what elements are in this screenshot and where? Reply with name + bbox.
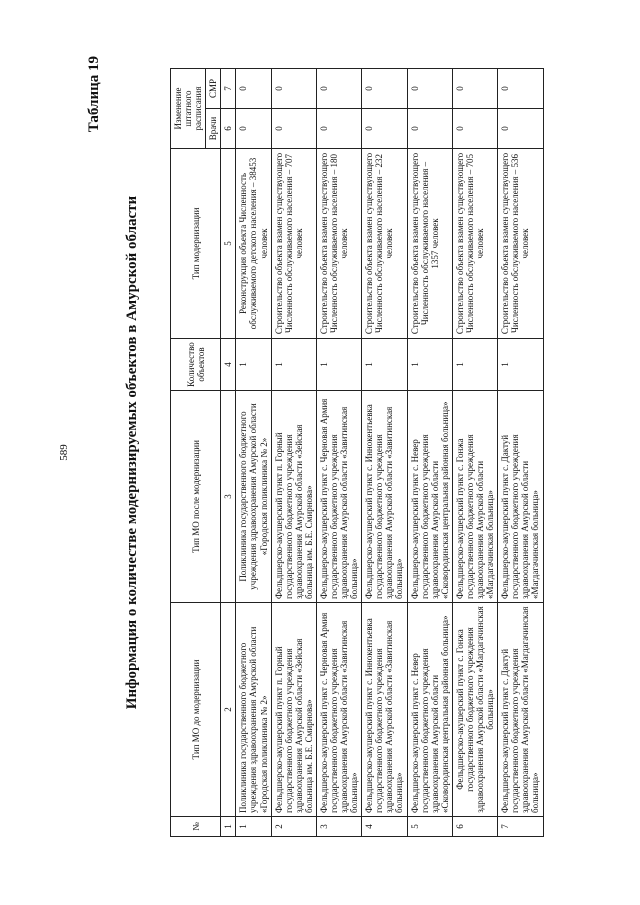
- row-mo-after: Фельдшерско-акушерский пункт п. Горный государственного бюджетного учреждения здравоохранения Амурской области «Зейская больница им. Б.Е. Смирнова»: [271, 391, 316, 603]
- table-row: [362, 68, 407, 836]
- header-num: №: [171, 817, 221, 837]
- row-mo-after: Фельдшерско-акушерский пункт с. Черновая Армия государственного бюджетного учреждения здравоохранения Амурской области «Завитинская больница»: [316, 391, 361, 603]
- row-smr: 0: [236, 68, 271, 108]
- row-doctors: 0: [316, 109, 361, 149]
- row-smr: 0: [271, 68, 316, 108]
- column-number: 6: [221, 109, 236, 149]
- row-doctors: 0: [362, 109, 407, 149]
- row-doctors: 0: [271, 109, 316, 149]
- row-modernization-type: Строительство объекта взамен существующего Численность обслуживаемого населения – 180 человек: [316, 149, 361, 339]
- row-count: 1: [498, 339, 543, 391]
- header-count: Количество объектов: [171, 339, 221, 391]
- row-modernization-type: Строительство объекта взамен существующего Численность обслуживаемого населения – 707 человек: [271, 149, 316, 339]
- column-number: 4: [221, 339, 236, 391]
- header-mo-before: Тип МО до модернизации: [171, 603, 221, 817]
- row-mo-before: Фельдшерско-акушерский пункт с. Иннокентьевка государственного бюджетного учреждения здравоохранения Амурской области «Завитинская больница»: [362, 603, 407, 817]
- row-count: 1: [316, 339, 361, 391]
- row-modernization-type: Строительство объекта взамен существующего Численность обслуживаемого населения – 536 человек: [498, 149, 543, 339]
- row-mo-before: Фельдшерско-акушерский пункт с. Дактуй государственного бюджетного учреждения здравоохранения Амурской области «Магдагачинская больница»: [498, 603, 543, 817]
- column-number: 7: [221, 68, 236, 108]
- column-number: 3: [221, 391, 236, 603]
- row-num: 4: [362, 817, 407, 837]
- row-modernization-type: Реконструкция объекта Численность обслуживаемого детского населения – 38453 человек: [236, 149, 271, 339]
- table-row: [452, 68, 497, 836]
- row-smr: 0: [498, 68, 543, 108]
- row-mo-before: Фельдшерско-акушерский пункт с. Невер государственного бюджетного учреждения здравоохранения Амурской области «Сковородинская центральная районная больница»: [407, 603, 452, 817]
- table-header-row: [171, 68, 206, 836]
- header-staff-change: Изменение штатного расписания: [171, 68, 206, 148]
- row-mo-before: Поликлиника государственного бюджетного учреждения здравоохранения Амурской области «Городская поликлиника № 2»: [236, 603, 271, 817]
- row-smr: 0: [316, 68, 361, 108]
- row-mo-before: Фельдшерско-акушерский пункт с. Гонжа государственного бюджетного учреждения здравоохранения Амурской области «Магдагачинская больница»: [452, 603, 497, 817]
- row-modernization-type: Строительство объекта взамен существующего Численность обслуживаемого населения – 232 человек: [362, 149, 407, 339]
- row-mo-before: Фельдшерско-акушерский пункт п. Горный государственного бюджетного учреждения здравоохранения Амурской области «Зейская больница им. Б.Е. Смирнова»: [271, 603, 316, 817]
- row-count: 1: [236, 339, 271, 391]
- page-number: 589: [58, 444, 70, 461]
- row-num: 7: [498, 817, 543, 837]
- document-title: Информация о количестве модернизируемых объектов в Амурской области: [124, 195, 140, 710]
- row-count: 1: [271, 339, 316, 391]
- row-doctors: 0: [236, 109, 271, 149]
- row-mo-after: Фельдшерско-акушерский пункт с. Гонжа государственного бюджетного учреждения здравоохранения Амурской области «Магдагачинская больница»: [452, 391, 497, 603]
- row-mo-after: Поликлиника государственного бюджетного учреждения здравоохранения Амурской области «Городская поликлиника № 2»: [236, 391, 271, 603]
- column-number: 5: [221, 149, 236, 339]
- header-modernization: Тип модернизации: [171, 149, 221, 339]
- row-num: 5: [407, 817, 452, 837]
- row-mo-after: Фельдшерско-акушерский пункт с. Невер государственного бюджетного учреждения здравоохранения Амурской области «Сковородинская центральная районная больница»: [407, 391, 452, 603]
- row-num: 3: [316, 817, 361, 837]
- row-modernization-type: Строительство объекта взамен существующего Численность обслуживаемого населения – 1357 человек: [407, 149, 452, 339]
- row-mo-after: Фельдшерско-акушерский пункт с. Иннокентьевка государственного бюджетного учреждения здравоохранения Амурской области «Завитинская больница»: [362, 391, 407, 603]
- row-num: 2: [271, 817, 316, 837]
- row-smr: 0: [452, 68, 497, 108]
- column-number: 2: [221, 603, 236, 817]
- table-row: [407, 68, 452, 836]
- objects-table: [170, 68, 544, 837]
- header-smr: СМР: [206, 68, 221, 108]
- row-doctors: 0: [407, 109, 452, 149]
- row-num: 6: [452, 817, 497, 837]
- row-num: 1: [236, 817, 271, 837]
- row-count: 1: [407, 339, 452, 391]
- table-row: [316, 68, 361, 836]
- row-doctors: 0: [498, 109, 543, 149]
- row-mo-after: Фельдшерско-акушерский пункт с. Дактуй государственного бюджетного учреждения здравоохранения Амурской области «Магдагачинская больница»: [498, 391, 543, 603]
- row-count: 1: [362, 339, 407, 391]
- table-row: [271, 68, 316, 836]
- table-label: Таблица 19: [86, 56, 102, 133]
- row-smr: 0: [407, 68, 452, 108]
- table-row: [236, 68, 271, 836]
- row-modernization-type: Строительство объекта взамен существующего Численность обслуживаемого населения – 705 человек: [452, 149, 497, 339]
- row-doctors: 0: [452, 109, 497, 149]
- header-mo-after: Тип МО после модернизации: [171, 391, 221, 603]
- header-doctors: Врачи: [206, 109, 221, 149]
- table-row: [498, 68, 543, 836]
- row-count: 1: [452, 339, 497, 391]
- column-number: 1: [221, 817, 236, 837]
- column-number-row: [221, 68, 236, 836]
- row-smr: 0: [362, 68, 407, 108]
- row-mo-before: Фельдшерско-акушерский пункт с. Черновая Армия государственного бюджетного учреждения здравоохранения Амурской области «Завитинская больница»: [316, 603, 361, 817]
